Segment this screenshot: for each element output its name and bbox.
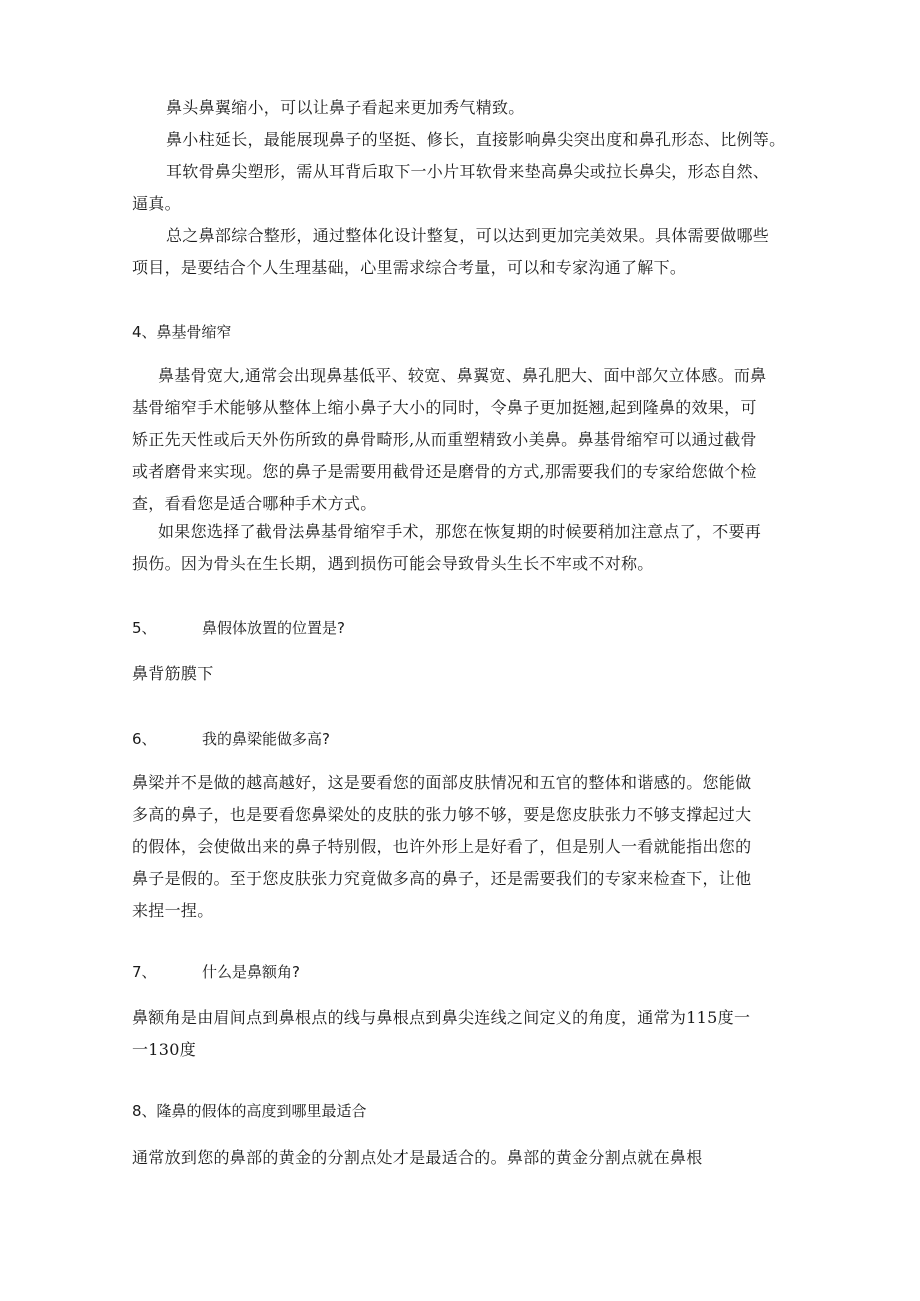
section-6-line-5: 来捏一捏。 (132, 901, 214, 920)
intro-paragraph-3-line-1: 耳软骨鼻尖塑形，需从耳背后取下一小片耳软骨来垫高鼻尖或拉长鼻尖，形态自然、 (166, 162, 770, 181)
section-5-answer: 鼻背筋膜下 (132, 664, 214, 683)
section-5-heading (132, 618, 345, 638)
section-6-line-4: 鼻子是假的。至于您皮肤张力究竟做多高的鼻子，还是需要我们的专家来检查下，让他 (132, 869, 752, 888)
section-7-number: 7、 (132, 963, 157, 981)
section-6-line-1: 鼻梁并不是做的越高越好，这是要看您的面部皮肤情况和五官的整体和谐感的。您能做 (132, 773, 752, 792)
intro-paragraph-2: 鼻小柱延长，最能展现鼻子的坚挺、修长，直接影响鼻尖突出度和鼻孔形态、比例等。 (166, 130, 786, 149)
section-4-p2-line-1: 如果您选择了截骨法鼻基骨缩窄手术，那您在恢复期的时候要稍加注意点了，不要再 (158, 522, 762, 541)
intro-paragraph-3-line-2: 逼真。 (132, 194, 181, 213)
section-6-title: 我的鼻梁能做多高? (202, 730, 330, 748)
section-6-number: 6、 (132, 730, 157, 748)
section-4-heading: 4、鼻基骨缩窄 (132, 323, 232, 341)
intro-paragraph-4-line-1: 总之鼻部综合整形，通过整体化设计整复，可以达到更加完美效果。具体需要做哪些 (166, 226, 770, 245)
section-6-line-3: 的假体，会使做出来的鼻子特别假，也许外形上是好看了，但是别人一看就能指出您的 (132, 837, 752, 856)
section-4-p2-line-2: 损伤。因为骨头在生长期，遇到损伤可能会导致骨头生长不牢或不对称。 (132, 554, 654, 573)
section-5-number: 5、 (132, 619, 157, 637)
intro-paragraph-4-line-2: 项目，是要结合个人生理基础，心里需求综合考量，可以和专家沟通了解下。 (132, 258, 687, 277)
section-8-heading: 8、隆鼻的假体的高度到哪里最适合 (132, 1102, 367, 1120)
section-5-title: 鼻假体放置的位置是? (202, 619, 345, 637)
section-6-heading (132, 729, 330, 749)
section-4-p1-line-3: 矫正先天性或后天外伤所致的鼻骨畸形,从而重塑精致小美鼻。鼻基骨缩窄可以通过截骨 (132, 430, 757, 449)
section-4-p1-line-2: 基骨缩窄手术能够从整体上缩小鼻子大小的同时，令鼻子更加挺翘,起到隆鼻的效果，可 (132, 398, 757, 417)
section-4-p1-line-4: 或者磨骨来实现。您的鼻子是需要用截骨还是磨骨的方式,那需要我们的专家给您做个检 (132, 462, 757, 481)
section-7-line-2: 一130度 (132, 1040, 197, 1059)
section-7-heading (132, 962, 300, 982)
section-4-p1-line-1: 鼻基骨宽大,通常会出现鼻基低平、较宽、鼻翼宽、鼻孔肥大、面中部欠立体感。而鼻 (158, 366, 767, 385)
section-4-p1-line-5: 查，看看您是适合哪种手术方式。 (132, 494, 377, 513)
section-6-line-2: 多高的鼻子，也是要看您鼻梁处的皮肤的张力够不够，要是您皮肤张力不够支撑起过大 (132, 805, 752, 824)
section-7-title: 什么是鼻额角? (202, 963, 300, 981)
intro-paragraph-1: 鼻头鼻翼缩小，可以让鼻子看起来更加秀气精致。 (166, 98, 525, 117)
section-8-line-1: 通常放到您的鼻部的黄金的分割点处才是最适合的。鼻部的黄金分割点就在鼻根 (132, 1148, 703, 1167)
section-7-line-1: 鼻额角是由眉间点到鼻根点的线与鼻根点到鼻尖连线之间定义的角度，通常为115度一 (132, 1008, 751, 1027)
